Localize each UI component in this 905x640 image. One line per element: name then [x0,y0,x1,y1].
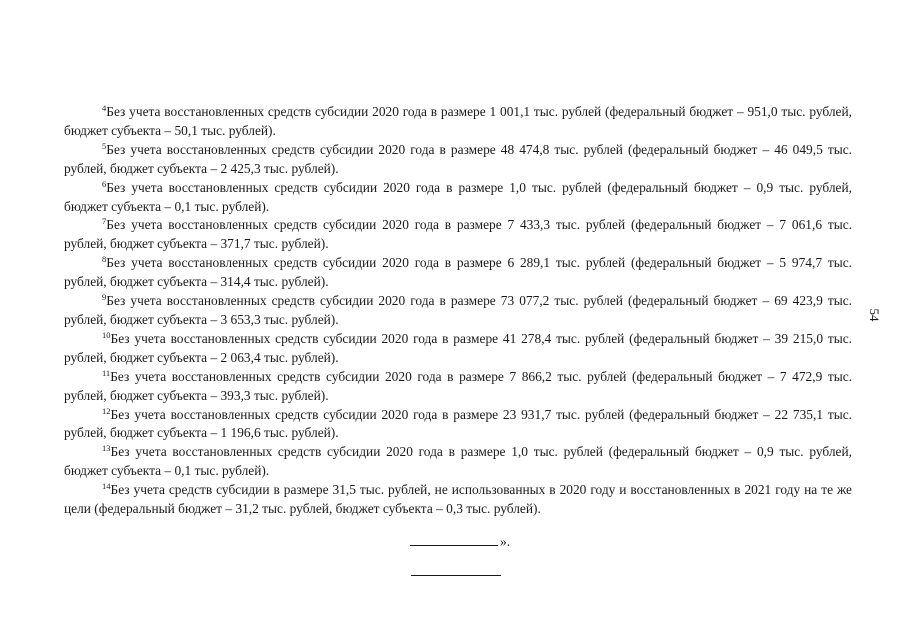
footnotes-list [64,103,852,519]
footnote-text: Без учета восстановленных средств субсидии 2020 года в размере 7 866,2 тыс. рублей (федеральный бюджет – 7 472,9 тыс. рублей, бюджет субъекта – 393,3 тыс. рублей). [64,368,852,403]
footnote-marker: 7 [102,216,107,227]
footnote-text: Без учета восстановленных средств субсидии 2020 года в размере 41 278,4 тыс. рублей (федеральный бюджет – 39 215,0 тыс. рублей, бюджет субъекта – 2 063,4 тыс. рублей). [64,330,852,365]
footnote-item [64,330,852,368]
footnote-item [64,292,852,330]
footnote-item [64,481,852,519]
closing-mark: ». [500,534,511,549]
closing-quote-line [410,533,510,551]
footnote-text: Без учета восстановленных средств субсидии 2020 года в размере 23 931,7 тыс. рублей (федеральный бюджет – 22 735,1 тыс. рублей, бюджет субъекта – 1 196,6 тыс. рублей). [64,406,852,441]
footnote-text: Без учета восстановленных средств субсидии 2020 года в размере 7 433,3 тыс. рублей (федеральный бюджет – 7 061,6 тыс. рублей, бюджет субъекта – 371,7 тыс. рублей). [64,217,852,252]
footnote-text: Без учета восстановленных средств субсидии 2020 года в размере 1 001,1 тыс. рублей (федеральный бюджет – 951,0 тыс. рублей, бюджет субъекта – 50,1 тыс. рублей). [64,104,852,138]
footnote-item [64,443,852,481]
footnote-item [64,179,852,217]
footnote-marker: 8 [102,254,107,265]
footnote-text: Без учета средств субсидии в размере 31,5 тыс. рублей, не использованных в 2020 году и восстановленных в 2021 году на те же цели (федеральный бюджет – 31,2 тыс. рублей, бюджет субъекта – 0,3 тыс. рублей). [64,482,852,517]
footnote-text: Без учета восстановленных средств субсидии 2020 года в размере 6 289,1 тыс. рублей (федеральный бюджет – 5 974,7 тыс. рублей, бюджет субъекта – 314,4 тыс. рублей). [64,255,852,290]
footnote-marker: 9 [102,292,107,303]
footnote-marker: 13 [102,443,111,454]
footnote-text: Без учета восстановленных средств субсидии 2020 года в размере 1,0 тыс. рублей (федеральный бюджет – 0,9 тыс. рублей, бюджет субъекта – 0,1 тыс. рублей). [64,179,852,214]
footnote-marker: 6 [102,178,107,189]
footnote-item [64,368,852,406]
footnote-marker: 12 [102,405,111,416]
footnote-item [64,141,852,179]
footnote-item [64,254,852,292]
footnote-marker: 14 [102,481,111,492]
footnote-marker: 4 [102,103,107,113]
page-number: 54 [867,308,882,322]
footnote-marker: 5 [102,140,107,151]
footnote-text: Без учета восстановленных средств субсидии 2020 года в размере 1,0 тыс. рублей (федеральный бюджет – 0,9 тыс. рублей, бюджет субъекта – 0,1 тыс. рублей). [64,444,852,479]
footnote-item [64,103,852,141]
end-separator-line [411,575,501,576]
closing-underline [410,544,498,546]
footnote-marker: 11 [102,367,111,378]
footnote-text: Без учета восстановленных средств субсидии 2020 года в размере 73 077,2 тыс. рублей (федеральный бюджет – 69 423,9 тыс. рублей, бюджет субъекта – 3 653,3 тыс. рублей). [64,293,852,327]
footnote-text: Без учета восстановленных средств субсидии 2020 года в размере 48 474,8 тыс. рублей (федеральный бюджет – 46 049,5 тыс. рублей, бюджет субъекта – 2 425,3 тыс. рублей). [64,141,852,176]
footnote-item [64,406,852,444]
footnote-marker: 10 [102,329,111,340]
footnote-item [64,216,852,254]
